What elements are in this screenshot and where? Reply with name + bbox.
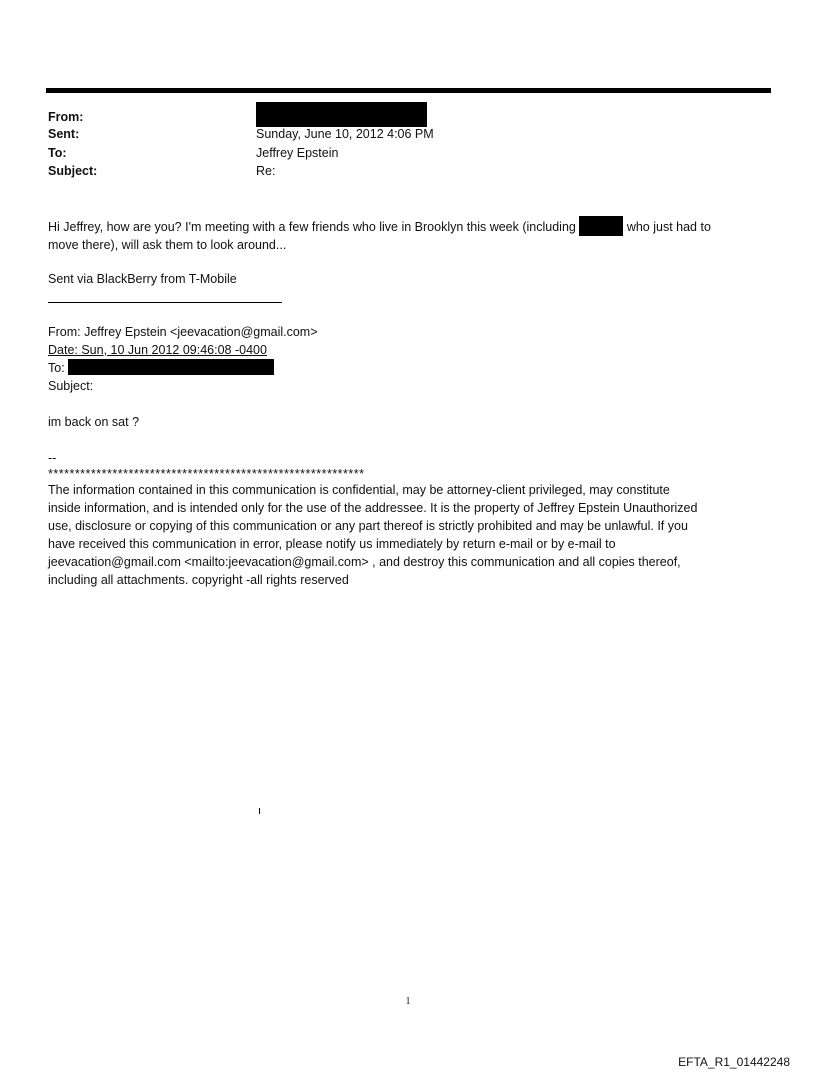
sent-label: Sent: (48, 127, 80, 141)
stars-line: *********************************************************** (48, 467, 365, 481)
redaction-box (579, 216, 623, 236)
bates-number: EFTA_R1_01442248 (678, 1055, 790, 1069)
quoted-subject: Subject: (48, 379, 94, 393)
quoted-from: From: Jeffrey Epstein <jeevacation@gmail.com> (48, 325, 318, 339)
reply-message (48, 216, 778, 254)
reply-line-1: Hi Jeffrey, how are you? I'm meeting with a few friends who live in Brooklyn this week (including who just had to (48, 216, 778, 236)
disclaimer-block (48, 449, 778, 589)
reply-line-2: move there), will ask them to look around... (48, 238, 287, 252)
quoted-header (48, 323, 778, 395)
header-to-row (48, 144, 768, 162)
disclaimer-line: have received this communication in error, please notify us immediately by return e-mail or by e-mail to (48, 537, 616, 551)
separator-line (48, 302, 282, 303)
subject-label: Subject: (48, 164, 98, 178)
disclaimer-line: including all attachments. copyright -all rights reserved (48, 573, 349, 587)
subject-value: Re: (256, 164, 276, 178)
to-value: Jeffrey Epstein (256, 146, 339, 160)
quoted-body: im back on sat ? (48, 415, 140, 429)
redaction-box (68, 359, 274, 375)
from-label: From: (48, 110, 84, 124)
quoted-to: To: (48, 359, 778, 377)
disclaimer-line: use, disclosure or copying of this communication or any part thereof is strictly prohibited and may be unlawful. If you (48, 519, 688, 533)
quoted-date: Date: Sun, 10 Jun 2012 09:46:08 -0400 (48, 343, 267, 357)
to-label: To: (48, 146, 67, 160)
redaction-box (256, 102, 427, 127)
signature: Sent via BlackBerry from T-Mobile (48, 272, 237, 286)
page-number: 1 (405, 996, 411, 1007)
disclaimer-line: inside information, and is intended only for the use of the addressee. It is the property of Jeffrey Epstein Unauthorized (48, 501, 698, 515)
sent-value: Sunday, June 10, 2012 4:06 PM (256, 127, 434, 141)
dashes: -- (48, 451, 57, 465)
disclaimer-line: The information contained in this communication is confidential, may be attorney-client privileged, may constitute (48, 483, 670, 497)
top-rule (46, 88, 771, 93)
header-from-row (48, 108, 768, 126)
header-sent-row (48, 125, 768, 143)
header-subject-row (48, 162, 768, 180)
disclaimer-line: jeevacation@gmail.com <mailto:jeevacation@gmail.com> , and destroy this communication and all copies thereof, (48, 555, 681, 569)
stray-mark (259, 808, 260, 814)
